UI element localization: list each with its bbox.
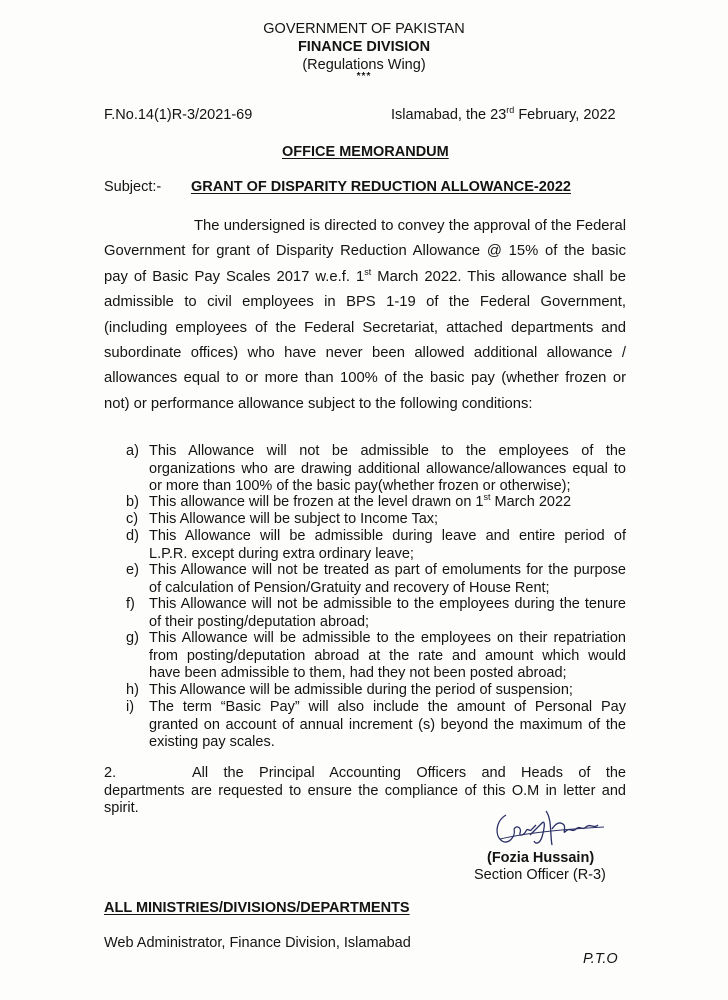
para1-line: not) or performance allowance subject to the following conditions: bbox=[104, 395, 533, 412]
para2-line: 2. All the Principal Accounting Officers and Heads of the bbox=[104, 765, 626, 781]
para1-line: pay of Basic Pay Scales 2017 w.e.f. 1st March 2022. This allowance shall be bbox=[104, 266, 626, 285]
header-government: GOVERNMENT OF PAKISTAN bbox=[263, 21, 465, 37]
signatory-name: (Fozia Hussain) bbox=[487, 850, 595, 866]
paragraph-1 bbox=[104, 214, 626, 417]
subject-label: Subject:- bbox=[104, 179, 162, 195]
memorandum-page: GOVERNMENT OF PAKISTAN FINANCE DIVISION (Regulations Wing) *** F.No.14(1)R-3/2021-69 Islamabad, the 23rd February, 2022 OFFICE MEMORANDUM Subject:- GRANT OF DISPARITY REDUCTION ALLOWANCE-2022 The undersigned is directed to convey the approval of the Federal Government for grant of Disparity Reduction Allowance @ 15% of the basic pay of Basic Pay Scales 2017 w.e.f. 1st March 2022. This allowance shall be admissible to civil employees in BPS 1-19 of the Federal Government, (including employees of the Federal Secretariat, attached departments and subordinate offices) who have never been allowed additional allowance / allowances equal to or more than 100% of the basic pay (whether frozen or not) or performance allowance subject to the following conditions: a) This Allowance will not be admissible to the employees of the organizations who are drawing additional allowance/allowances equal to or more than 100% of the basic pay(whether frozen or otherwise); b) This allowance will be frozen at the level drawn on 1st March 2022 c) This Allowance will be subject to Income Tax; d) This Allowance will be admissible during leave and entire period of L.P.R. except during extra ordinary leave; e) This Allowance will not be treated as part of emoluments for the purpose of calculation of Pension/Gratuity and recovery of House Rent; f) This Allowance will not be admissible to the employees during the tenure of their posting/deputation abroad; g) This Allowance will be admissible to the employees on their repatriation from posting/deputation abroad at the rate and amount which would have been admissible to them, had they not been posted abroad; h) This Allowance will be admissible during the period of suspension; i) The term “Basic Pay” will also include the amount of Personal Pay granted on account of annual increment (s) beyond the maximum of the existing pay scales. 2. All the Principal Accounting Officers and Heads of the departments are requested to ensure the compliance of this O.M in letter and spirit. (Fozia Hussain) Section Officer (R-3) ALL MINISTRIES/DIVISIONS/DEPARTMENTS Web Administrator, Finance Division, Islamabad P.T.O bbox=[0, 0, 728, 1000]
para1-line: subordinate offices) who have never been allowed additional allowance / bbox=[104, 344, 626, 361]
page-turn-over: P.T.O bbox=[583, 951, 618, 967]
subject-text: GRANT OF DISPARITY REDUCTION ALLOWANCE-2022 bbox=[191, 179, 571, 195]
document-title: OFFICE MEMORANDUM bbox=[282, 144, 449, 160]
copy-to: Web Administrator, Finance Division, Islamabad bbox=[104, 935, 411, 951]
signatory-designation: Section Officer (R-3) bbox=[474, 867, 606, 883]
header-wing: (Regulations Wing) bbox=[302, 57, 426, 73]
para2-line: departments are requested to ensure the compliance of this O.M in letter and bbox=[104, 782, 626, 799]
addressee: ALL MINISTRIES/DIVISIONS/DEPARTMENTS bbox=[104, 900, 410, 916]
para1-line: admissible to civil employees in BPS 1-19 of the Federal Government, bbox=[104, 294, 626, 311]
signature-image bbox=[486, 805, 616, 850]
para2-line: spirit. bbox=[104, 800, 139, 817]
para1-line: The undersigned is directed to convey the approval of the Federal bbox=[194, 218, 626, 234]
para1-line: Government for grant of Disparity Reduction Allowance @ 15% of the basic bbox=[104, 243, 626, 260]
para1-line: allowances equal to or more than 100% of the basic pay (whether frozen or bbox=[104, 370, 626, 387]
para1-line: (including employees of the Federal Secretariat, attached departments and bbox=[104, 319, 626, 336]
header-stars: *** bbox=[356, 71, 372, 82]
header-division: FINANCE DIVISION bbox=[297, 39, 431, 55]
date-line: Islamabad, the 23rd February, 2022 bbox=[391, 105, 616, 123]
file-number: F.No.14(1)R-3/2021-69 bbox=[104, 107, 253, 123]
